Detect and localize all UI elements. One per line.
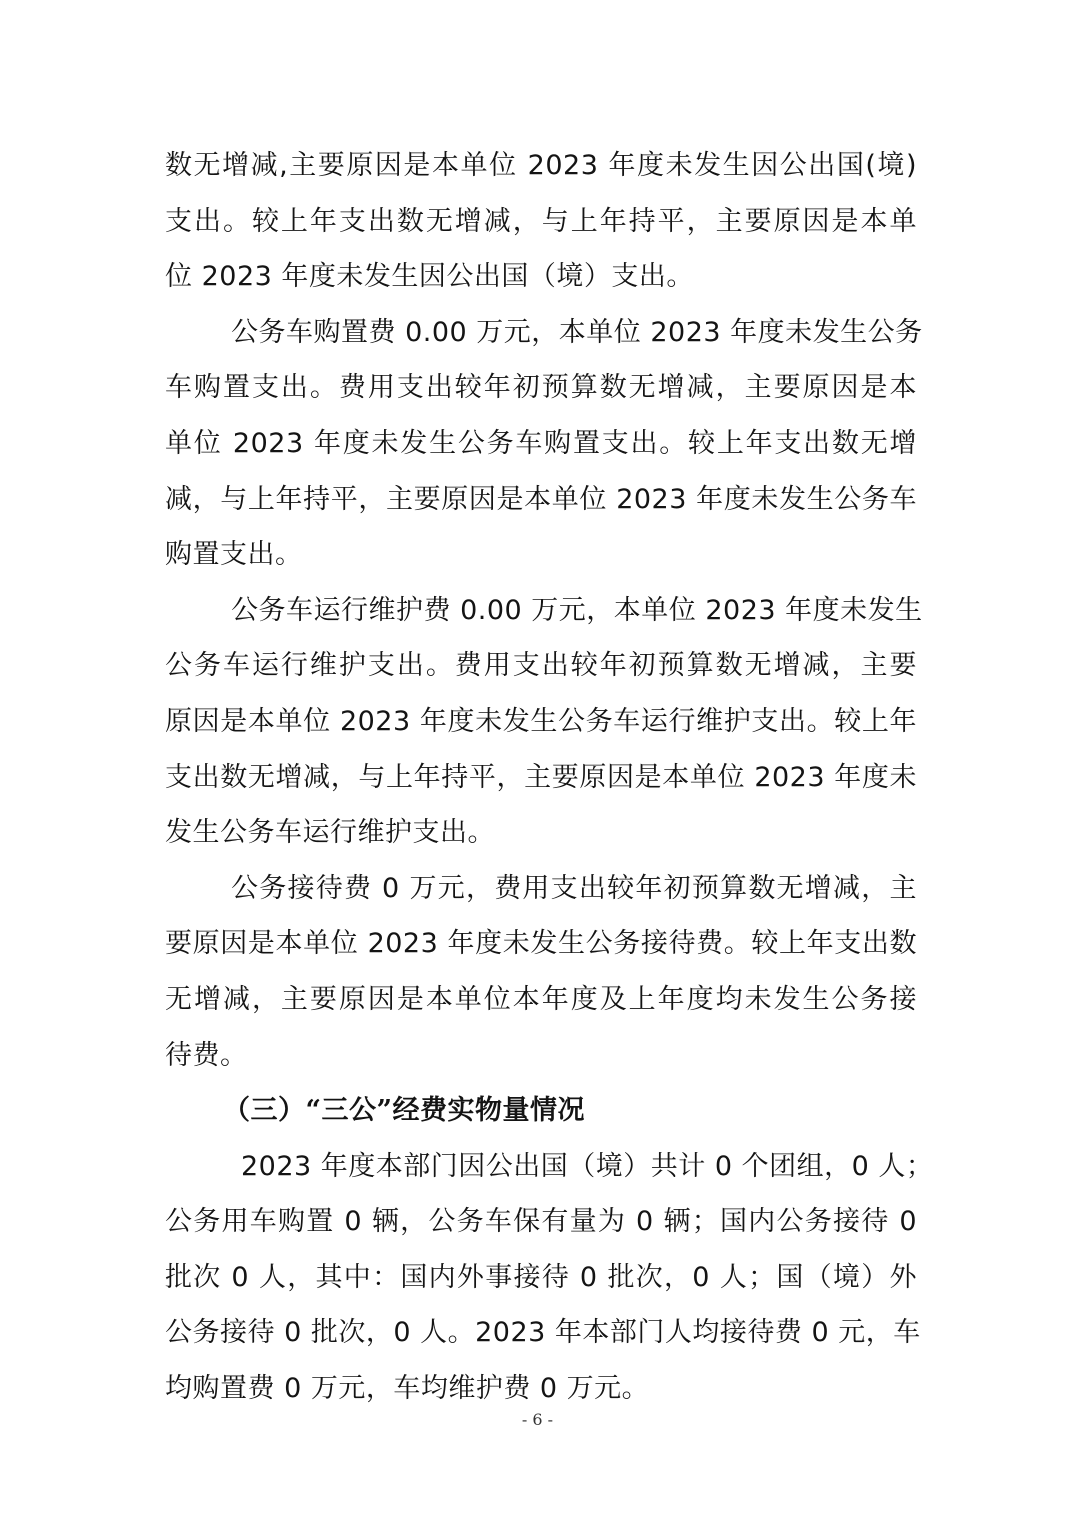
text-line: 发生公务车运行维护支出。 xyxy=(165,817,495,849)
text-line: 公务接待 0 批次，0 人。2023 年本部门人均接待费 0 元，车 xyxy=(165,1317,921,1349)
text-line: 数无增减,主要原因是本单位 2023 年度未发生因公出国(境) xyxy=(165,150,917,181)
text-line: 待费。 xyxy=(165,1039,248,1071)
text-line: 支出。较上年支出数无增减，与上年持平，主要原因是本单 xyxy=(165,205,917,237)
text-line: 位 2023 年度未发生因公出国（境）支出。 xyxy=(165,261,694,293)
text-line: 批次 0 人，其中：国内外事接待 0 批次，0 人；国（境）外 xyxy=(165,1261,917,1293)
paragraph-start-line: 公务车购置费 0.00 万元，本单位 2023 年度未发生公务 xyxy=(231,316,923,348)
text-line: 购置支出。 xyxy=(165,539,303,571)
page-number: - 6 - xyxy=(521,1410,554,1429)
document-body xyxy=(165,138,934,1417)
paragraph-start-line: 公务车运行维护费 0.00 万元，本单位 2023 年度未发生 xyxy=(231,594,923,626)
section-heading: （三）“三公”经费实物量情况 xyxy=(223,1095,586,1127)
text-line: 原因是本单位 2023 年度未发生公务车运行维护支出。较上年 xyxy=(165,705,917,737)
text-line: 减，与上年持平，主要原因是本单位 2023 年度未发生公务车 xyxy=(165,483,917,515)
text-line: 单位 2023 年度未发生公务车购置支出。较上年支出数无增 xyxy=(165,427,917,459)
paragraph-start-line: 公务接待费 0 万元，费用支出较年初预算数无增减，主 xyxy=(231,872,917,904)
paragraph-start-line: 2023 年度本部门因公出国（境）共计 0 个团组，0 人； xyxy=(241,1150,934,1182)
text-line: 要原因是本单位 2023 年度未发生公务接待费。较上年支出数 xyxy=(165,928,917,960)
text-line: 无增减，主要原因是本单位本年度及上年度均未发生公务接 xyxy=(165,983,917,1015)
text-line: 支出数无增减，与上年持平，主要原因是本单位 2023 年度未 xyxy=(165,761,917,793)
text-line: 公务用车购置 0 辆，公务车保有量为 0 辆；国内公务接待 0 xyxy=(165,1206,917,1238)
text-line: 车购置支出。费用支出较年初预算数无增减，主要原因是本 xyxy=(165,372,917,404)
text-line: 均购置费 0 万元，车均维护费 0 万元。 xyxy=(165,1373,650,1405)
text-line: 公务车运行维护支出。费用支出较年初预算数无增减，主要 xyxy=(165,650,917,682)
